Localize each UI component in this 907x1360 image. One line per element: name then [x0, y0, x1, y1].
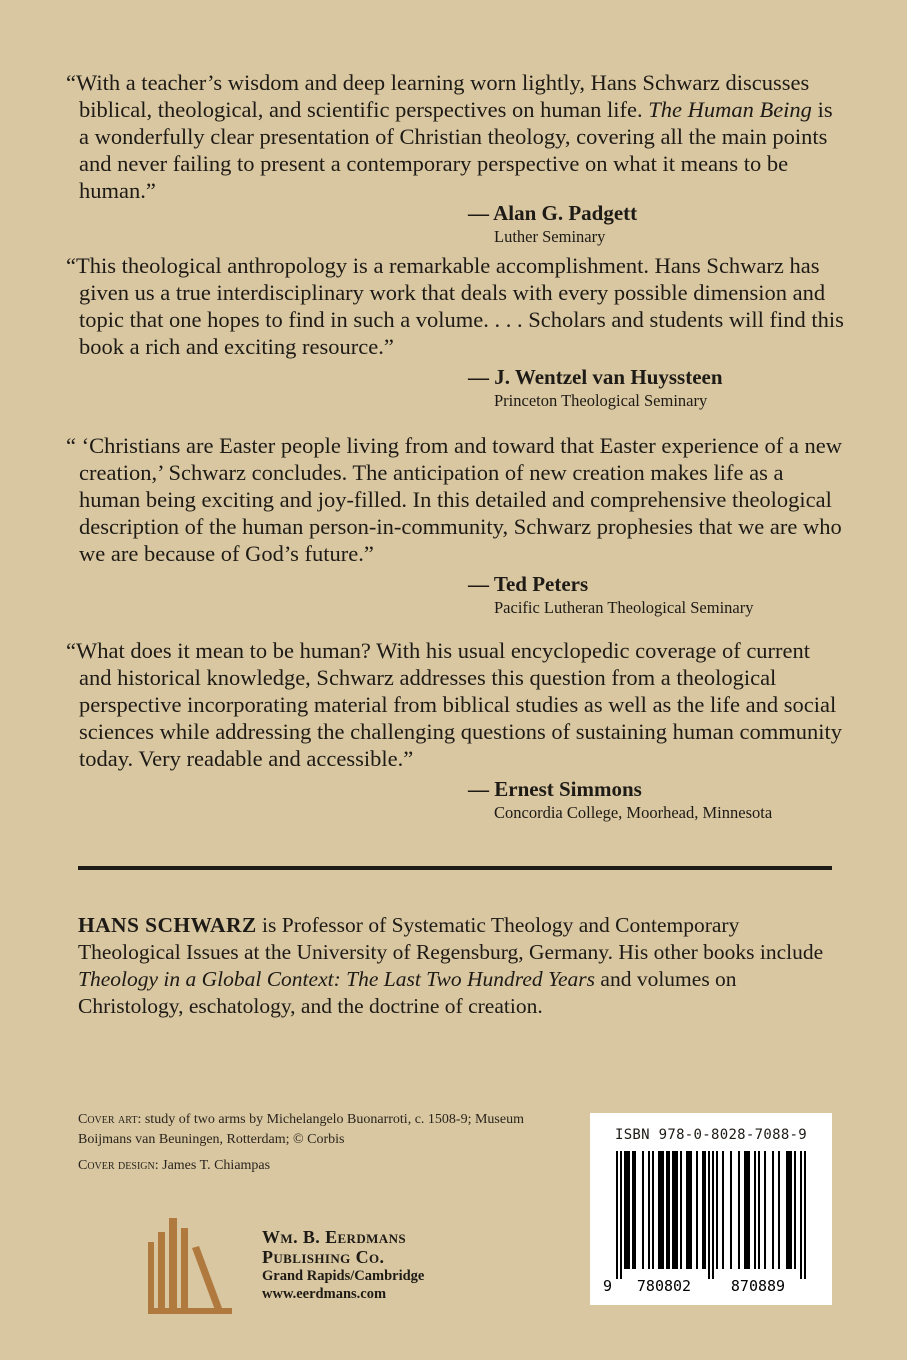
barcode-bar	[632, 1151, 634, 1269]
barcode-bar	[794, 1151, 796, 1269]
barcode-bar	[680, 1151, 682, 1269]
barcode-bar	[674, 1151, 676, 1269]
attribution	[468, 571, 846, 619]
barcode-bar	[688, 1151, 690, 1269]
barcode-bar	[778, 1151, 780, 1269]
attribution	[468, 200, 846, 248]
isbn-label: ISBN 978-0-8028-7088-9	[614, 1127, 808, 1143]
author-bio: HANS SCHWARZ is Professor of Systematic Theology and Contemporary Theological Issues at the University of Regensburg, Germany. His other books include Theology in a Global Context: The Last Two Hundred Years and volumes on Christology, eschatology, and the doctrine of creation.	[78, 913, 824, 1018]
barcode-bar	[676, 1151, 678, 1269]
barcode-bar	[660, 1151, 662, 1269]
barcode-bar	[788, 1151, 790, 1269]
barcode-bar	[738, 1151, 740, 1269]
review-quote-1	[66, 69, 846, 248]
barcode-bar	[790, 1151, 792, 1269]
barcode-bar	[658, 1151, 660, 1269]
divider-rule	[78, 866, 832, 870]
reviewer-affiliation: Princeton Theological Seminary	[494, 391, 708, 410]
reviewer-name: — Ted Peters	[468, 572, 589, 596]
barcode-bar	[642, 1151, 644, 1269]
publisher-location: Grand Rapids/Cambridge	[262, 1268, 425, 1284]
barcode-bar	[626, 1151, 628, 1269]
barcode-bar	[690, 1151, 692, 1269]
book-title: Theology in a Global Context: The Last Two Hundred Years	[78, 967, 596, 991]
barcode-bar	[686, 1151, 688, 1269]
review-quote-4	[66, 637, 846, 824]
barcode-bar	[786, 1151, 788, 1269]
cover-art-credit: Cover art: study of two arms by Michelangelo Buonarroti, c. 1508-9; Museum Boijmans van Beuningen, Rotterdam; © Corbis	[78, 1112, 524, 1147]
quote-text: “This theological anthropology is a remarkable accomplishment. Hans Schwarz has given us a true interdisciplinary work that deals with every possible dimension and topic that one hopes to find in such a volume. . . . Scholars and students will find this book a rich and exciting resource.”	[66, 253, 844, 359]
publisher-name: Wm. B. Eerdmans	[262, 1227, 407, 1247]
author-name: HANS SCHWARZ	[78, 913, 257, 937]
barcode-bar	[702, 1151, 704, 1269]
barcode-bar	[704, 1151, 706, 1269]
barcode-bar	[652, 1151, 654, 1269]
barcode-bar	[716, 1151, 718, 1269]
barcode-bar	[628, 1151, 630, 1269]
barcode-bar	[634, 1151, 636, 1269]
reviewer-affiliation: Pacific Lutheran Theological Seminary	[494, 598, 754, 617]
barcode-bar	[708, 1151, 710, 1279]
barcode-bar	[722, 1151, 724, 1269]
reviewer-name: — J. Wentzel van Huyssteen	[468, 365, 723, 389]
barcode-bar	[616, 1151, 618, 1279]
barcode-bar	[754, 1151, 756, 1269]
barcode-bar	[620, 1151, 622, 1279]
barcode-bar	[668, 1151, 670, 1269]
barcode-bar	[648, 1151, 650, 1269]
barcode-bar	[800, 1151, 802, 1279]
barcode-bar	[624, 1151, 626, 1269]
barcode-bar	[730, 1151, 732, 1269]
barcode-bar	[696, 1151, 698, 1269]
barcode-digits: 9	[602, 1277, 612, 1295]
barcode-digits: 870889	[730, 1277, 786, 1295]
quote-text: “What does it mean to be human? With his usual encyclopedic coverage of current and historical knowledge, Schwarz addresses this question from a theological perspective incorporating material from biblical studies as well as the life and social sciences while addressing the challenging questions of sustaining human community today. Very readable and accessible.”	[66, 638, 842, 771]
quote-text: “ ‘Christians are Easter people living from and toward that Easter experience of a new creation,’ Schwarz concludes. The anticipation of new creation makes life as a human being exciting and joy-filled. In this detailed and comprehensive theological description of the human person-in-community, Schwarz prophesies that we are who we are because of God’s future.”	[66, 433, 842, 566]
barcode-bar	[804, 1151, 806, 1279]
quote-text: “With a teacher’s wisdom and deep learning worn lightly, Hans Schwarz discusses biblical, theological, and scientific perspectives on human life. The Human Being is a wonderfully clear presentation of Christian theology, covering all the main points and never failing to present a contemporary perspective on what it means to be human.”	[66, 70, 833, 203]
barcode-bar	[744, 1151, 746, 1269]
barcode-bar	[748, 1151, 750, 1269]
barcode-bar	[746, 1151, 748, 1269]
barcode-bar	[772, 1151, 774, 1269]
publisher-website: www.eerdmans.com	[262, 1286, 387, 1302]
review-quote-3	[66, 432, 846, 619]
barcode-icon	[598, 1151, 824, 1299]
book-title: The Human Being	[648, 97, 812, 122]
publisher-logo-icon	[148, 1214, 232, 1314]
publisher-info	[262, 1227, 424, 1303]
isbn-barcode	[590, 1113, 832, 1305]
cover-design-credit: Cover design: James T. Chiampas	[78, 1158, 271, 1173]
cover-credits	[78, 1110, 578, 1176]
barcode-bar	[662, 1151, 664, 1269]
reviewer-name: — Ernest Simmons	[468, 777, 642, 801]
barcode-bar	[672, 1151, 674, 1269]
reviewer-name: — Alan G. Padgett	[468, 201, 638, 225]
barcode-bar	[666, 1151, 668, 1269]
barcode-bar	[764, 1151, 766, 1269]
barcode-bar	[758, 1151, 760, 1269]
reviewer-affiliation: Luther Seminary	[494, 227, 606, 246]
publisher-name-2: Publishing Co.	[262, 1247, 385, 1267]
barcode-digits: 780802	[636, 1277, 692, 1295]
attribution	[468, 776, 846, 824]
attribution	[468, 364, 846, 412]
barcode-bar	[712, 1151, 714, 1279]
review-quote-2	[66, 252, 846, 412]
reviewer-affiliation: Concordia College, Moorhead, Minnesota	[494, 803, 773, 822]
